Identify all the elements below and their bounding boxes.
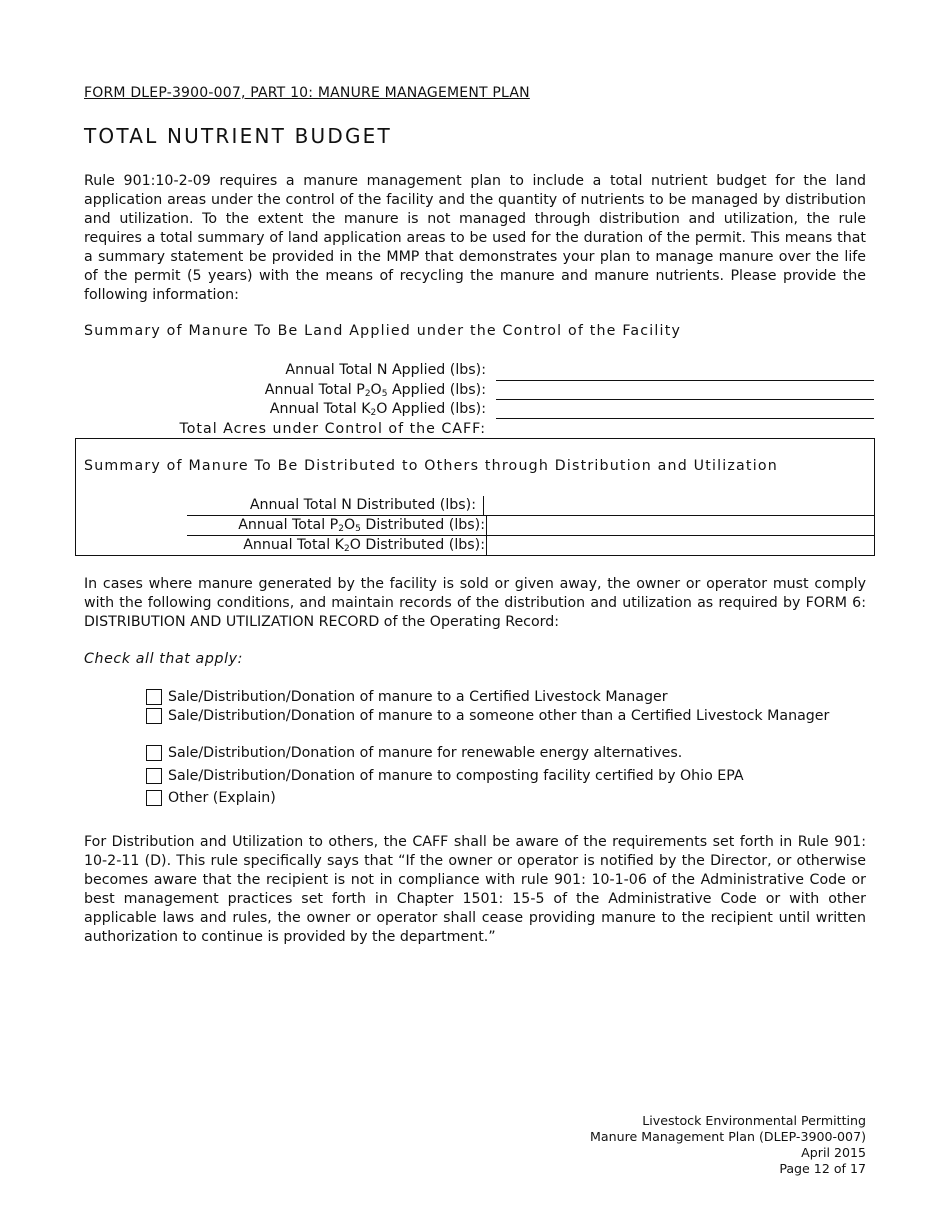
land-applied-n-field[interactable]: [496, 380, 874, 381]
checkbox[interactable]: [146, 689, 162, 705]
distributed-n-row: [187, 496, 875, 516]
page-title: TOTAL NUTRIENT BUDGET: [84, 124, 392, 148]
land-applied-k-field[interactable]: [496, 418, 874, 419]
distributed-n-label: Annual Total N Distributed (lbs):: [249, 497, 476, 513]
land-applied-n-row: [84, 360, 486, 380]
distributed-k-label: Annual Total $K_2O$ Distributed (lbs):: [243, 537, 485, 554]
land-applied-section-title: Summary of Manure To Be Land Applied under the Control of the Facility: [84, 323, 682, 339]
footer-form: Manure Management Plan (DLEP-3900-007): [590, 1129, 866, 1144]
total-acres-label: Total Acres under Control of the CAFF:: [179, 421, 486, 437]
footer-program: Livestock Environmental Permitting: [642, 1113, 866, 1128]
total-acres-row: [84, 419, 486, 439]
form-title: FORM DLEP-3900-007, PART 10: MANURE MANAGEMENT PLAN: [84, 85, 530, 101]
checkbox[interactable]: [146, 745, 162, 761]
distributed-k-row: [187, 536, 875, 556]
page-footer: [590, 1113, 866, 1177]
distributed-p-field[interactable]: [486, 516, 876, 535]
land-applied-p-row: [84, 380, 486, 400]
footer-date: April 2015: [801, 1145, 866, 1160]
distributed-section-title: Summary of Manure To Be Distributed to Others through Distribution and Utilization: [84, 458, 778, 474]
checkbox[interactable]: [146, 768, 162, 784]
rule-paragraph: For Distribution and Utilization to others, the CAFF shall be aware of the requirements set forth in Rule 901: 10-2-11 (D). This rule specifically says that “If the owner or operator is notified by the Director, or otherwise becomes aware that the recipient is not in compliance with rule 901: 10-1-06 of the Administrative Code or best management practices set forth in Chapter 1501: 15-5 of the Administrative Code or with other applicable laws and rules, the owner or operator shall cease providing manure to the recipient until written authorization to continue is provided by the department.”: [84, 834, 866, 945]
land-applied-k-label: Annual Total $K_2O$ Applied (lbs):: [269, 401, 486, 418]
check-all-instruction: Check all that apply:: [84, 651, 243, 667]
distributed-p-label: Annual Total $P_2O_5$ Distributed (lbs):: [238, 517, 485, 534]
land-applied-p-field[interactable]: [496, 399, 874, 400]
checkbox[interactable]: [146, 790, 162, 806]
intro-paragraph: Rule 901:10-2-09 requires a manure management plan to include a total nutrient budget for the land application areas under the control of the facility and the quantity of nutrients to be managed by distribution and utilization. To the extent the manure is not managed through distribution and utilization, the rule requires a total summary of land application areas to be used for the duration of the permit. This means that a summary statement be provided in the MMP that demonstrates your plan to manage manure over the life of the permit (5 years) with the means of recycling the manure and manure nutrients. Please provide the following information:: [84, 173, 866, 303]
distributed-n-field[interactable]: [483, 496, 873, 515]
distributed-p-row: [187, 516, 875, 536]
cases-paragraph: In cases where manure generated by the facility is sold or given away, the owner or operator must comply with the following conditions, and maintain records of the distribution and utilization as required by FORM 6: DISTRIBUTION AND UTILIZATION RECORD of the Operating Record:: [84, 576, 866, 630]
footer-page-number: Page 12 of 17: [779, 1161, 866, 1176]
distributed-k-field[interactable]: [486, 536, 876, 555]
land-applied-n-label: Annual Total N Applied (lbs):: [285, 362, 486, 378]
land-applied-k-row: [84, 399, 486, 419]
land-applied-p-label: Annual Total $P_2O_5$ Applied (lbs):: [264, 382, 486, 399]
checkbox[interactable]: [146, 708, 162, 724]
